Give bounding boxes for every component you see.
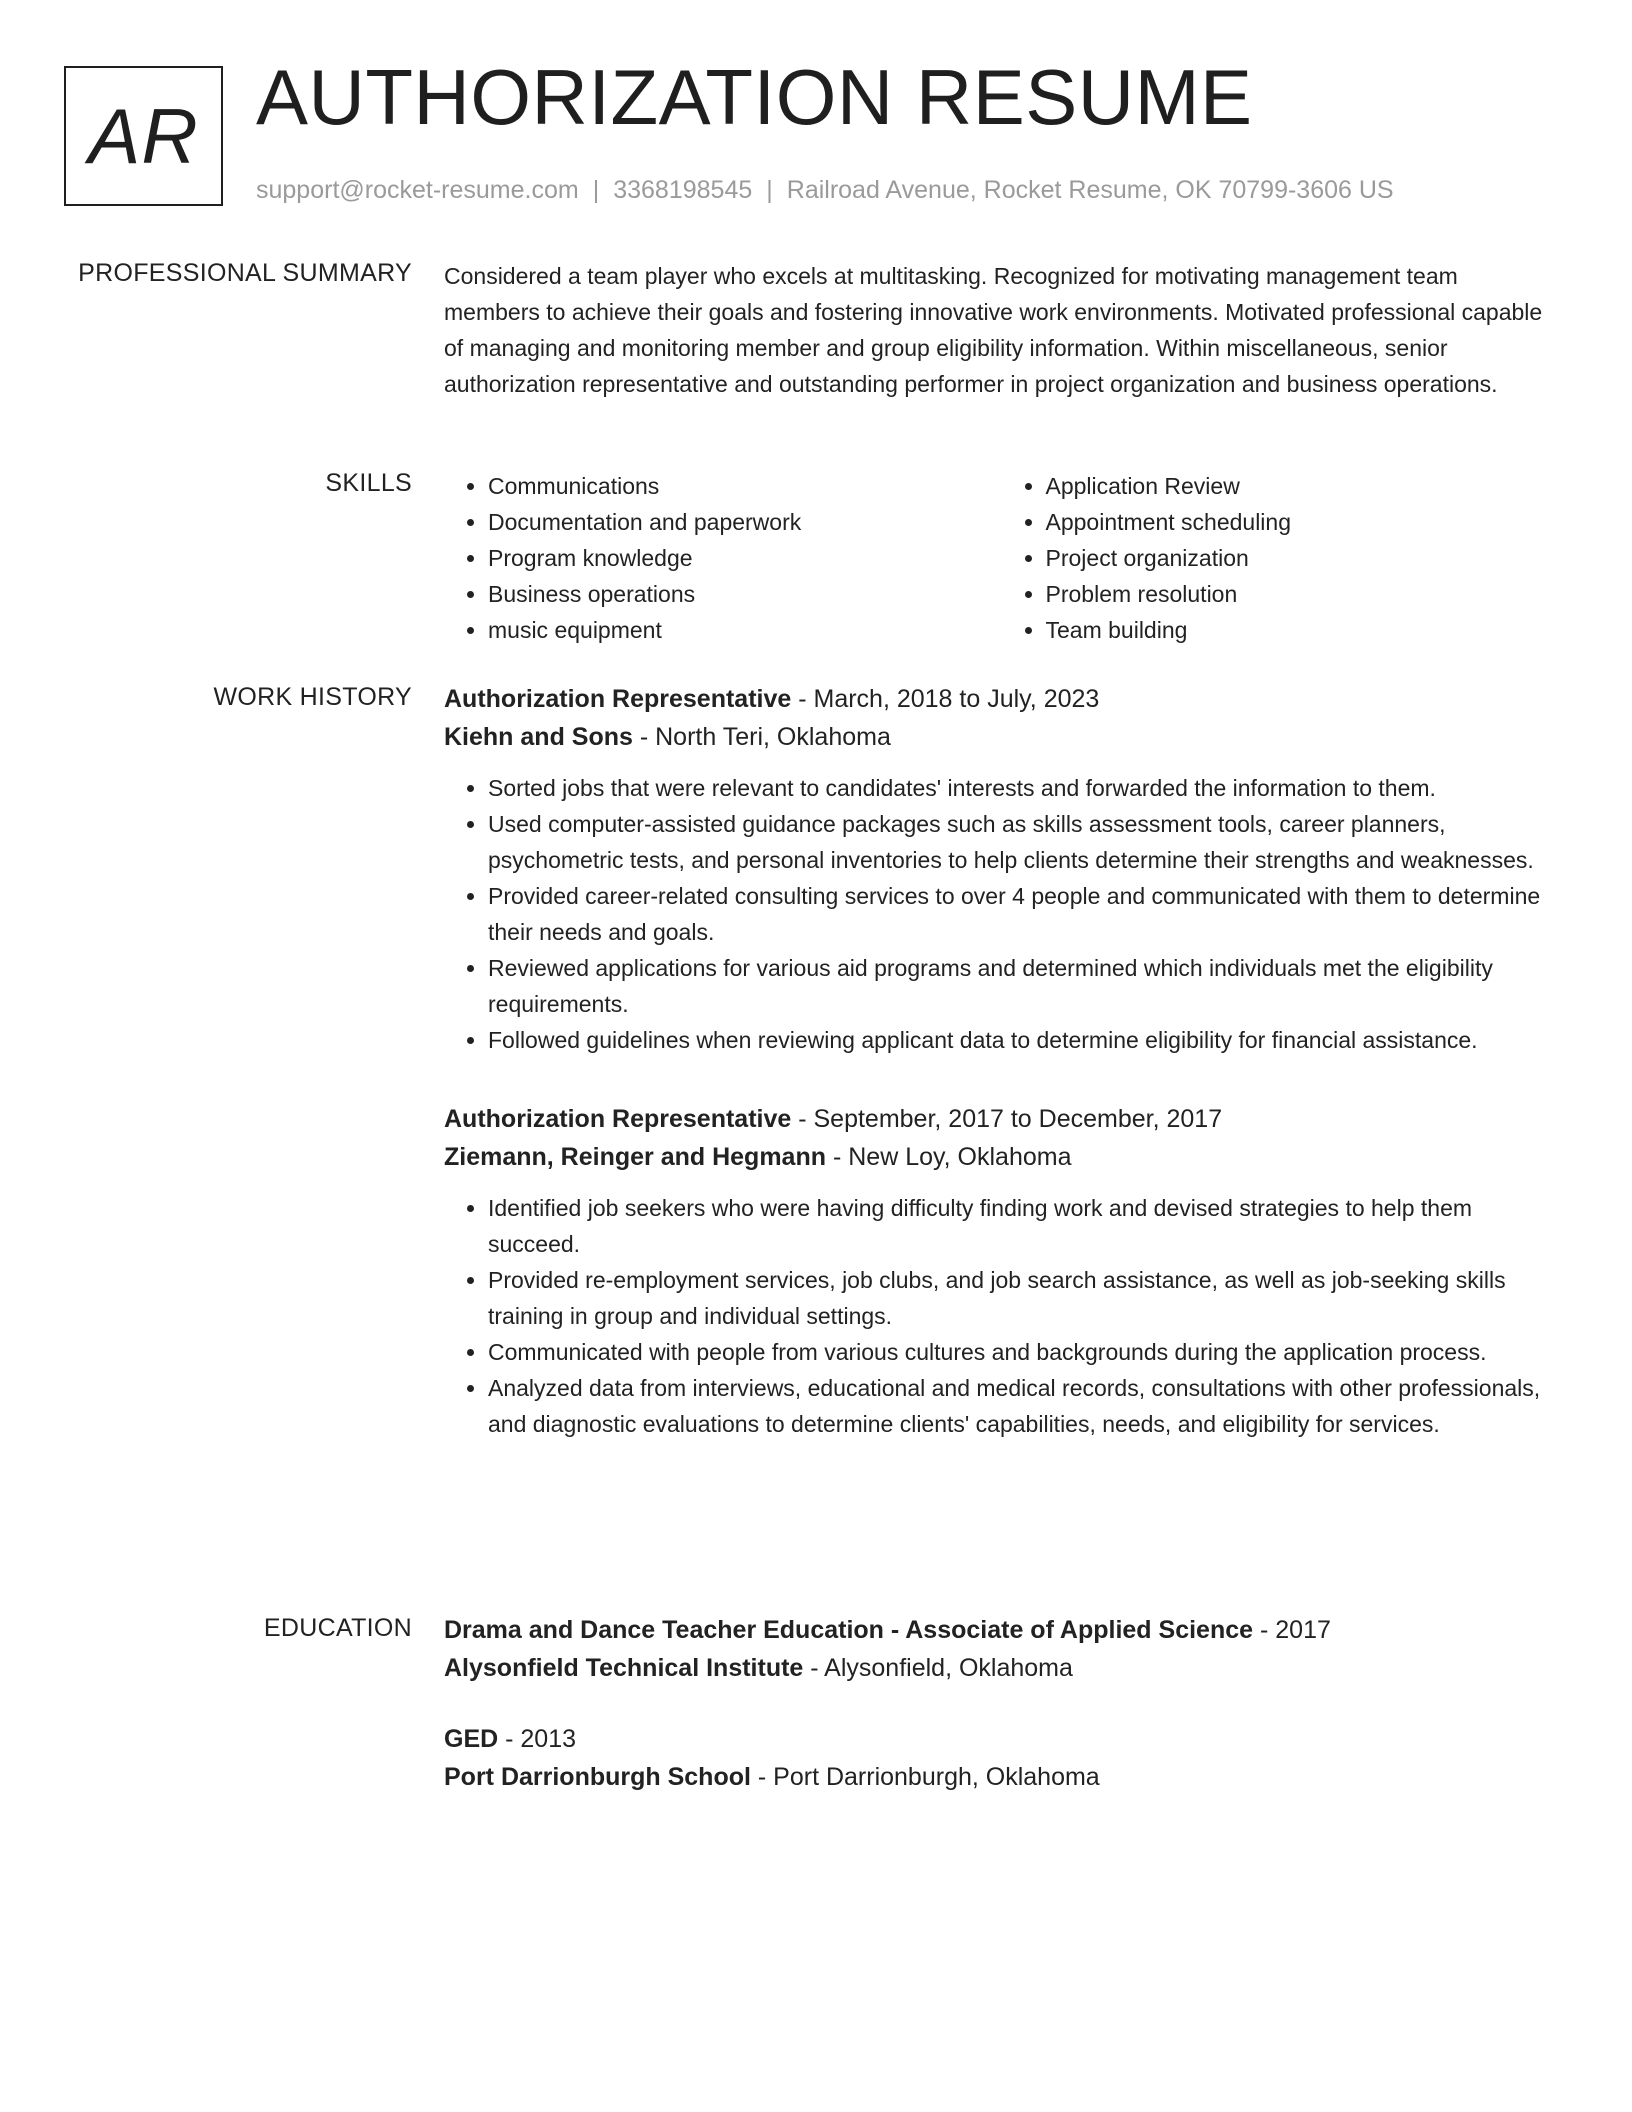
skills-list-right [1002,468,1560,648]
contact-email: support@rocket-resume.com [256,176,579,204]
job-company: Kiehn and Sons [444,723,633,751]
skill-item: • Communications [488,468,1002,504]
monogram-initials: AR [88,91,199,180]
skill-item: • Program knowledge [488,540,1002,576]
job-location: - New Loy, Oklahoma [826,1143,1072,1171]
education-entry [444,1611,1559,1687]
job-dates: - March, 2018 to July, 2023 [791,685,1100,713]
job-bullets [444,1190,1559,1442]
job-bullet: • Followed guidelines when reviewing applicant data to determine eligibility for financial assistance. [488,1022,1559,1058]
education-school: Alysonfield Technical Institute [444,1654,804,1682]
job-spacer [444,1058,1559,1100]
job-title-line [444,680,1559,718]
contact-phone: 3368198545 [613,176,753,204]
education-body [444,1611,1559,1796]
education-degree: Drama and Dance Teacher Education - Associate of Applied Science [444,1616,1254,1644]
job-title: Authorization Representative [444,685,792,713]
resume-name: AUTHORIZATION RESUME [256,53,1253,141]
education-school-line [444,1649,1559,1687]
summary-label: PROFESSIONAL SUMMARY [78,259,412,287]
skill-item: • Project organization [1046,540,1560,576]
skills-label: SKILLS [325,469,412,497]
job-bullet: • Communicated with people from various cultures and backgrounds during the application process. [488,1334,1559,1370]
skill-item: • Team building [1046,612,1560,648]
education-spacer [444,1687,1559,1720]
education-location: - Port Darrionburgh, Oklahoma [750,1763,1100,1791]
skill-item: • Documentation and paperwork [488,504,1002,540]
job-bullet: • Used computer-assisted guidance packages such as skills assessment tools, career planners, psychometric tests, and personal inventories to help clients determine their strengths and weaknesses. [488,806,1559,878]
job-bullets [444,770,1559,1058]
job-title: Authorization Representative [444,1105,792,1133]
skills-body [444,468,1559,648]
skill-item: • music equipment [488,612,1002,648]
education-school-line [444,1758,1559,1796]
contact-address: Railroad Avenue, Rocket Resume, OK 70799-3606 US [786,176,1394,204]
work-body [444,680,1559,1442]
job-bullet: • Analyzed data from interviews, educational and medical records, consultations with other professionals, and diagnostic evaluations to determine clients' capabilities, needs, and eligibility for services. [488,1370,1559,1442]
education-year: - 2013 [498,1725,577,1753]
work-label: WORK HISTORY [213,683,412,711]
skill-item: • Business operations [488,576,1002,612]
job-title-line [444,1100,1559,1138]
job-bullet: • Reviewed applications for various aid programs and determined which individuals met the eligibility requirements. [488,950,1559,1022]
education-entry [444,1720,1559,1796]
summary-text: Considered a team player who excels at multitasking. Recognized for motivating management team members to achieve their goals and fostering innovative work environments. Motivated professional capable of managing and monitoring member and group eligibility information. Within miscellaneous, senior authorization representative and outstanding performer in project organization and business operations. [444,263,1543,397]
skill-item: • Problem resolution [1046,576,1560,612]
job-location: - North Teri, Oklahoma [632,723,891,751]
job-company: Ziemann, Reinger and Hegmann [444,1143,827,1171]
education-school: Port Darrionburgh School [444,1763,751,1791]
skills-columns [444,468,1559,648]
job-dates: - September, 2017 to December, 2017 [791,1105,1223,1133]
job-company-line [444,718,1559,756]
job-bullet: • Identified job seekers who were having difficulty finding work and devised strategies to help them succeed. [488,1190,1559,1262]
job-entry [444,1100,1559,1442]
education-label: EDUCATION [263,1614,412,1642]
education-degree-line [444,1611,1559,1649]
education-year: - 2017 [1253,1616,1331,1644]
skill-item: • Application Review [1046,468,1560,504]
education-location: - Alysonfield, Oklahoma [803,1654,1073,1682]
skill-item: • Appointment scheduling [1046,504,1560,540]
contact-separator: | [766,176,773,204]
job-bullet: • Provided career-related consulting services to over 4 people and communicated with them to determine their needs and goals. [488,878,1559,950]
skills-list-left [444,468,1002,648]
contact-separator: | [592,176,600,204]
job-bullet: • Sorted jobs that were relevant to candidates' interests and forwarded the information to them. [488,770,1559,806]
education-degree-line [444,1720,1559,1758]
job-company-line [444,1138,1559,1176]
contact-line [256,175,1394,205]
job-bullet: • Provided re-employment services, job clubs, and job search assistance, as well as job-seeking skills training in group and individual settings. [488,1262,1559,1334]
summary-body [444,258,1559,402]
education-degree: GED [444,1725,499,1753]
monogram-box [64,66,223,206]
job-entry [444,680,1559,1058]
